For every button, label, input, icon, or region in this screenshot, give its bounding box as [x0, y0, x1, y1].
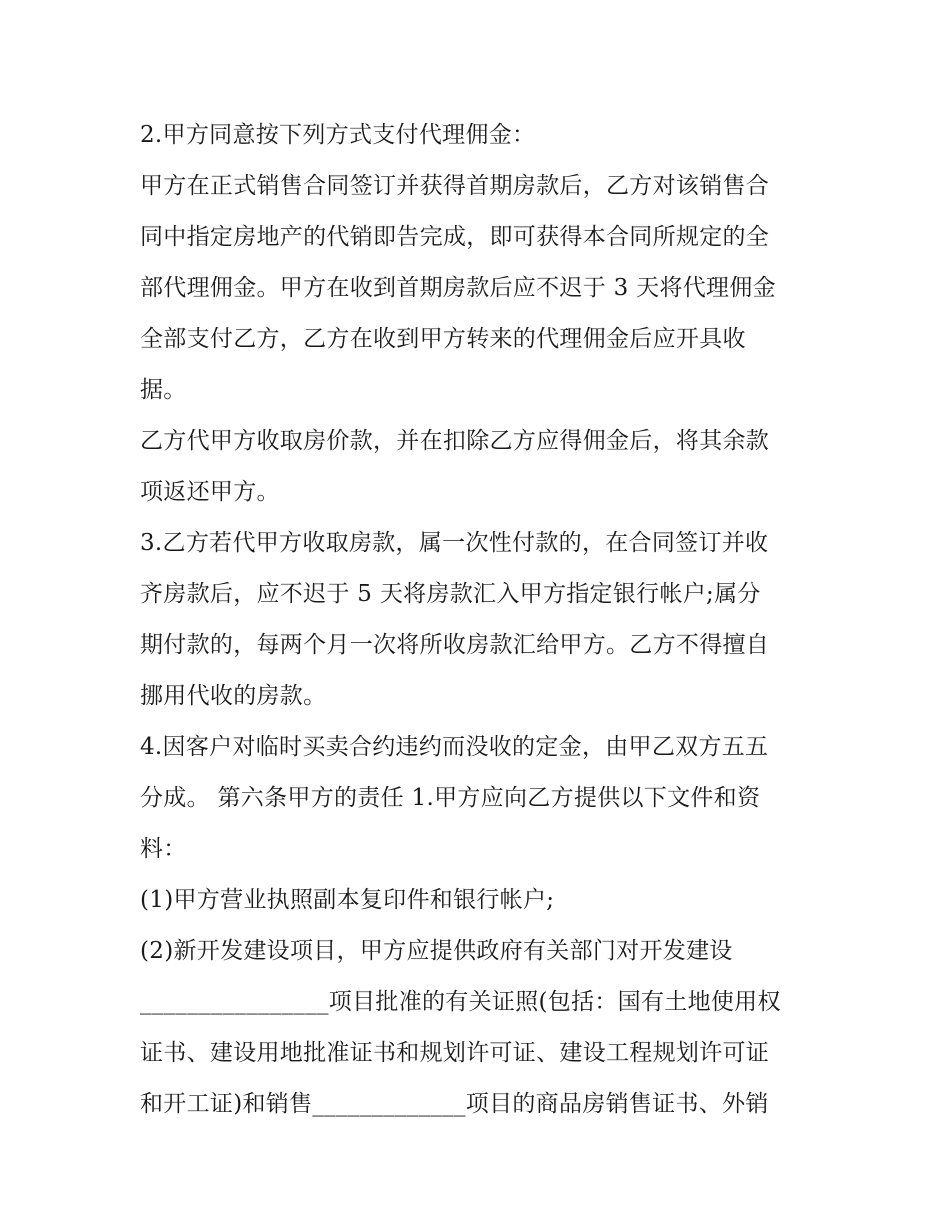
text-line: 2.甲方同意按下列方式支付代理佣金：: [140, 122, 536, 148]
text-line: 同中指定房地产的代销即告完成，即可获得本合同所规定的全: [140, 224, 770, 250]
document-body: [140, 110, 830, 1130]
text-line: 乙方代甲方收取房价款，并在扣除乙方应得佣金后，将其余款: [140, 428, 770, 454]
text-line: ________________项目批准的有关证照(包括：国有土地使用权: [140, 989, 781, 1015]
text-line: 证书、建设用地批准证书和规划许可证、建设工程规划许可证: [140, 1040, 770, 1066]
text-line: 3.乙方若代甲方收取房款，属一次性付款的，在合同签订并收: [140, 530, 769, 556]
text-line: 部代理佣金。甲方在收到首期房款后应不迟于 3 天将代理佣金: [140, 275, 776, 301]
text-line: (2)新开发建设项目，甲方应提供政府有关部门对开发建设: [140, 938, 733, 964]
text-line: 4.因客户对临时买卖合约违约而没收的定金，由甲乙双方五五: [140, 734, 769, 760]
text-line: 齐房款后，应不迟于 5 天将房款汇入甲方指定银行帐户;属分: [140, 581, 761, 607]
text-line: 据。: [140, 377, 187, 403]
text-line: 全部支付乙方，乙方在收到甲方转来的代理佣金后应开具收: [140, 326, 746, 352]
text-line: 料：: [140, 836, 187, 862]
text-line: 和开工证)和销售_____________项目的商品房销售证书、外销: [140, 1091, 769, 1117]
text-line: 项返还甲方。: [140, 479, 280, 505]
text-line: 甲方在正式销售合同签订并获得首期房款后，乙方对该销售合: [140, 173, 770, 199]
text-line: (1)甲方营业执照副本复印件和银行帐户;: [140, 887, 555, 913]
text-line: 挪用代收的房款。: [140, 683, 327, 709]
text-line: 期付款的，每两个月一次将所收房款汇给甲方。乙方不得擅自: [140, 632, 770, 658]
text-line: 分成。 第六条甲方的责任 1.甲方应向乙方提供以下文件和资: [140, 785, 761, 811]
